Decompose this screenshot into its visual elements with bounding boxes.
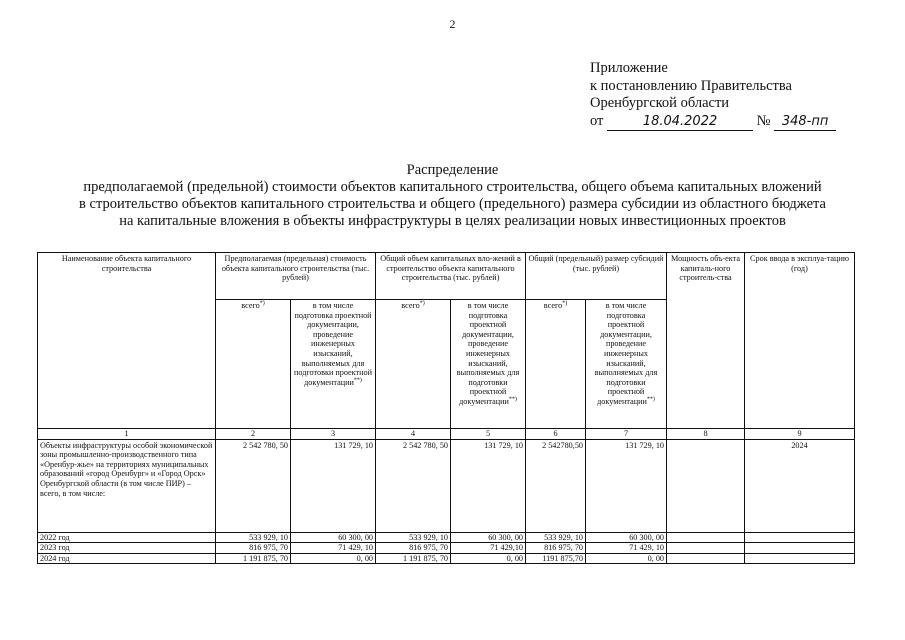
appendix-line1: Приложение (590, 60, 668, 76)
design-cost-cell: 131 729, 10 (291, 439, 376, 532)
total-subsidy-cell: 533 929, 10 (526, 532, 586, 543)
commissioning-cell (745, 553, 855, 564)
total-investment-cell: 2 542 780, 50 (376, 439, 451, 532)
col-number: 2 (216, 429, 291, 440)
appendix-line3: Оренбургской области (590, 95, 730, 111)
total-cost-cell: 816 975, 70 (216, 543, 291, 554)
design-investment-cell: 0, 00 (451, 553, 526, 564)
total-subsidy-cell: 1191 875,70 (526, 553, 586, 564)
header-subsidy: Общий (предельный) размер субсидий (тыс. рублей) (526, 253, 667, 300)
col-number: 9 (745, 429, 855, 440)
heading-line3: на капитальные вложения в объекты инфраструктуры в целях реализации новых инвестиционных проектов (119, 213, 786, 229)
commissioning-cell: 2024 (745, 439, 855, 532)
col-number: 5 (451, 429, 526, 440)
appendix-block (590, 60, 836, 131)
header-investment: Общий объем капитальных вло-жений в строительство объекта капитального строительства (тыс. рублей) (376, 253, 526, 300)
total-investment-cell: 533 929, 10 (376, 532, 451, 543)
design-subsidy-cell: 60 300, 00 (586, 532, 667, 543)
appendix-line2: к постановлению Правительства (590, 77, 792, 94)
design-cost-cell: 0, 00 (291, 553, 376, 564)
total-cost-cell: 1 191 875, 70 (216, 553, 291, 564)
column-number-row (38, 429, 855, 440)
header-row-top (38, 253, 855, 300)
page-number: 2 (449, 17, 456, 31)
total-investment-cell: 1 191 875, 70 (376, 553, 451, 564)
table-row-year (38, 543, 855, 554)
year-label-cell: 2022 год (38, 532, 216, 543)
total-subsidy-cell: 2 542780,50 (526, 439, 586, 532)
commissioning-cell (745, 532, 855, 543)
design-investment-cell: 60 300, 00 (451, 532, 526, 543)
capacity-cell (667, 543, 745, 554)
capacity-cell (667, 553, 745, 564)
handwritten-date: 18.04.2022 (607, 113, 753, 132)
appendix-date-line (590, 113, 836, 132)
header-design-investment: в том числе подготовка проектной документации, проведение инженерных изысканий, выполняемых для подготовки проектной документации**) (451, 300, 526, 429)
design-subsidy-cell: 131 729, 10 (586, 439, 667, 532)
col-number: 7 (586, 429, 667, 440)
distribution-table (37, 252, 855, 564)
design-subsidy-cell: 0, 00 (586, 553, 667, 564)
heading-line1: предполагаемой (предельной) стоимости объектов капитального строительства, общего объема капитальных вложений (83, 179, 822, 195)
capacity-cell (667, 532, 745, 543)
design-investment-cell: 131 729, 10 (451, 439, 526, 532)
header-name: Наименование объекта капитального строительства (38, 253, 216, 429)
design-cost-cell: 71 429, 10 (291, 543, 376, 554)
total-subsidy-cell: 816 975, 70 (526, 543, 586, 554)
header-total-subsidy: всего*) (526, 300, 586, 429)
year-label-cell: 2023 год (38, 543, 216, 554)
table-row-total (38, 439, 855, 532)
document-heading (40, 162, 865, 230)
design-subsidy-cell: 71 429, 10 (586, 543, 667, 554)
col-number: 1 (38, 429, 216, 440)
number-label: № (756, 112, 771, 129)
header-commissioning: Срок ввода в эксплуа-тацию (год) (745, 253, 855, 429)
design-cost-cell: 60 300, 00 (291, 532, 376, 543)
total-investment-cell: 816 975, 70 (376, 543, 451, 554)
distribution-table-wrap (37, 252, 855, 564)
year-label-cell: 2024 год (38, 553, 216, 564)
header-total-cost: всего*) (216, 300, 291, 429)
table-row-year (38, 553, 855, 564)
from-label: от (590, 112, 604, 129)
commissioning-cell (745, 543, 855, 554)
col-number: 4 (376, 429, 451, 440)
col-number: 6 (526, 429, 586, 440)
design-investment-cell: 71 429,10 (451, 543, 526, 554)
header-total-investment: всего*) (376, 300, 451, 429)
header-design-subsidy: в том числе подготовка проектной документации, проведение инженерных изысканий, выполняемых для подготовки проектной документации**) (586, 300, 667, 429)
header-capacity: Мощность объ-екта капиталь-ного строитель-ства (667, 253, 745, 429)
table-row-year (38, 532, 855, 543)
total-cost-cell: 2 542 780, 50 (216, 439, 291, 532)
handwritten-number: 348-пп (774, 113, 836, 132)
heading-line2: в строительство объектов капитального строительства и общего (предельного) размера субсидии из областного бюджета (79, 196, 826, 212)
col-number: 8 (667, 429, 745, 440)
total-cost-cell: 533 929, 10 (216, 532, 291, 543)
object-name-cell: Объекты инфраструктуры особой экономической зоны промышленно-производственного типа «Оренбур-жье» на территориях муниципальных образований «город Оренбург» и «Город Орск» Оренбургской области (в том числе ПИР) – всего, в том числе: (38, 439, 216, 532)
col-number: 3 (291, 429, 376, 440)
heading-title: Распределение (406, 162, 499, 178)
header-design-cost: в том числе подготовка проектной документации, проведение инженерных изысканий, выполняемых для подготовки проектной документации**) (291, 300, 376, 429)
header-cost: Предполагаемая (предельная) стоимость объекта капитального строительства (тыс. рублей) (216, 253, 376, 300)
capacity-cell (667, 439, 745, 532)
